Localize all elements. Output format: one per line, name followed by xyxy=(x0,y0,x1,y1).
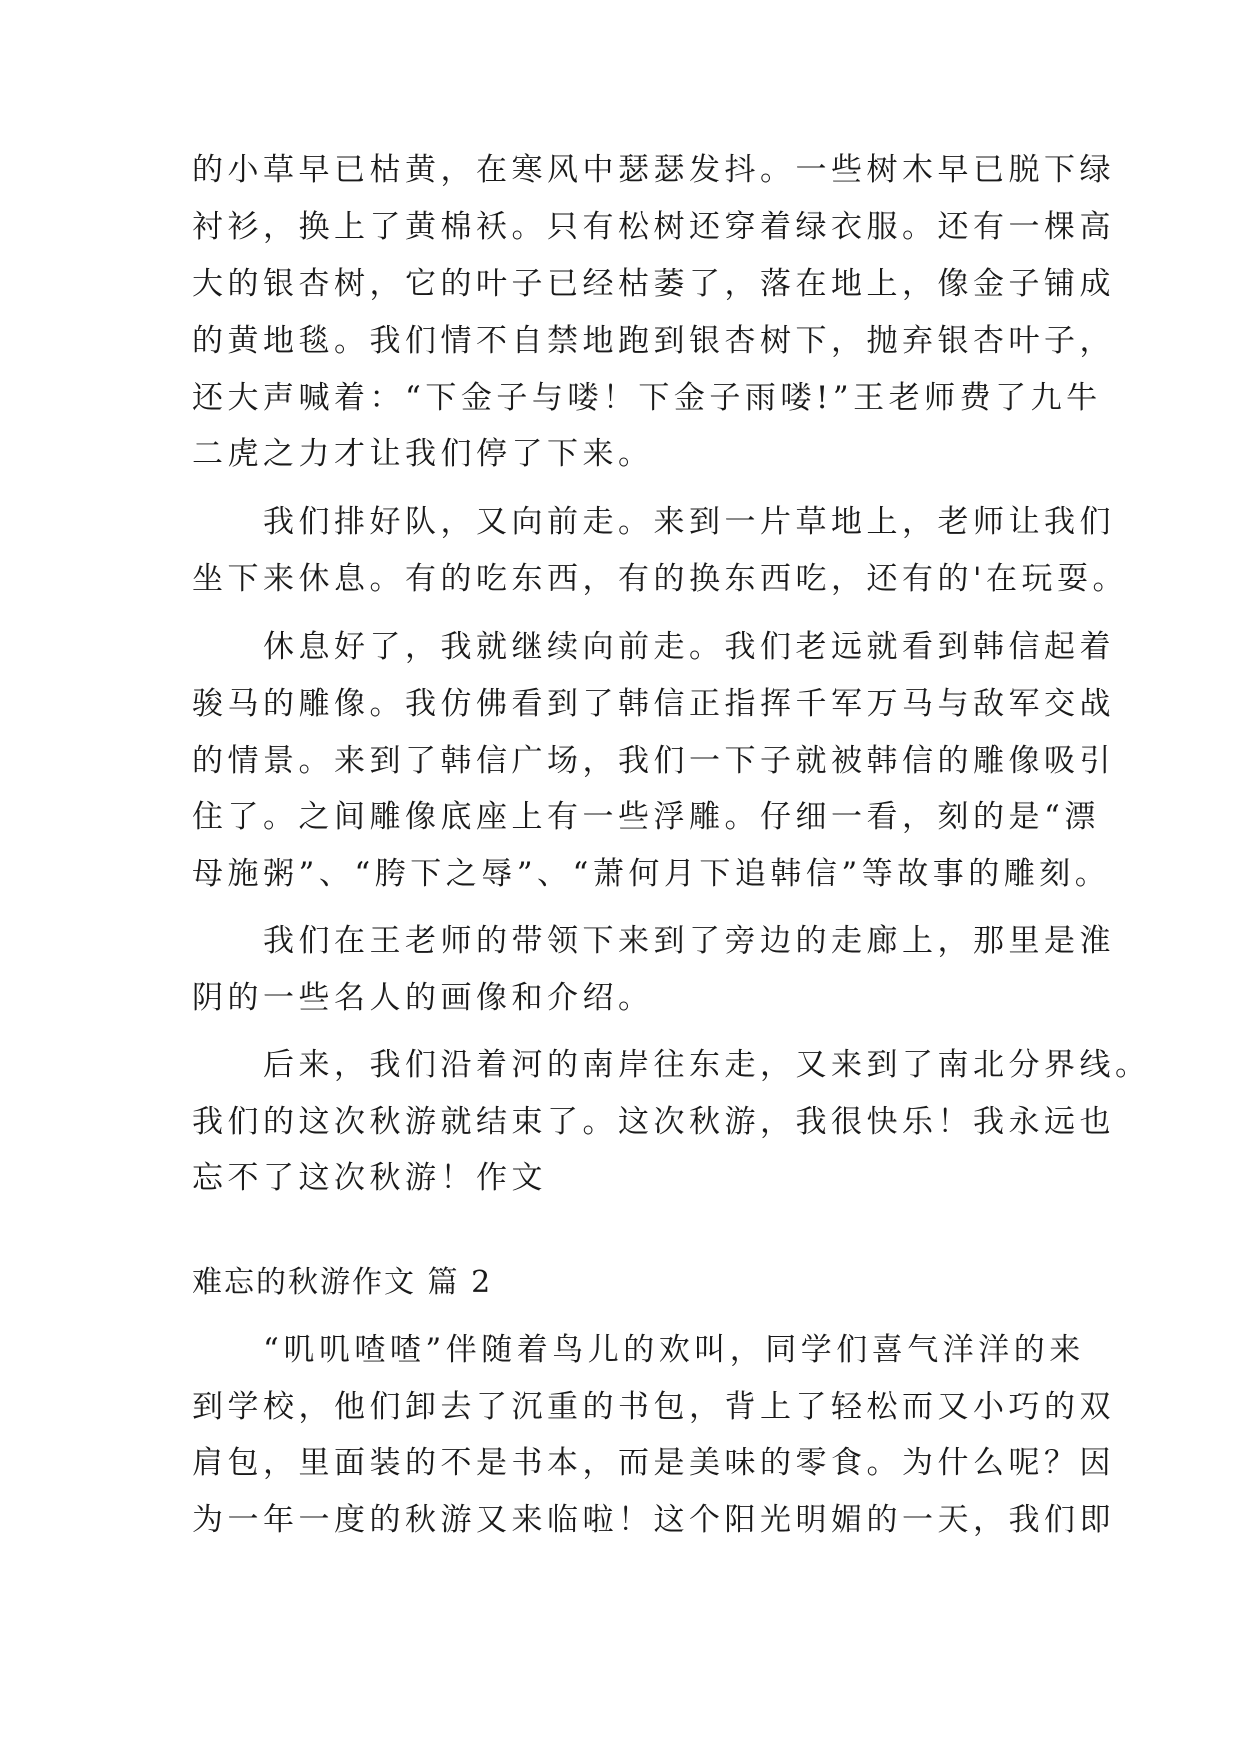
text-line: 坐下来休息。有的吃东西，有的换东西吃，还有的'在玩耍。 xyxy=(192,561,1129,597)
text-line: 的情景。来到了韩信广场，我们一下子就被韩信的雕像吸引 xyxy=(192,743,1115,779)
text-line: “叽叽喳喳”伴随着鸟儿的欢叫，同学们喜气洋洋的来 xyxy=(192,1332,1085,1368)
text-line: 衬衫，换上了黄棉袄。只有松树还穿着绿衣服。还有一棵高 xyxy=(192,209,1115,245)
text-line: 到学校，他们卸去了沉重的书包，背上了轻松而又小巧的双 xyxy=(192,1389,1115,1425)
text-line: 住了。之间雕像底座上有一些浮雕。仔细一看，刻的是“漂 xyxy=(192,799,1100,835)
text-line: 我们的这次秋游就结束了。这次秋游，我很快乐！我永远也 xyxy=(192,1104,1115,1140)
text-line: 母施粥”、“胯下之辱”、“萧何月下追韩信”等故事的雕刻。 xyxy=(192,856,1111,892)
text-line: 骏马的雕像。我仿佛看到了韩信正指挥千军万马与敌军交战 xyxy=(192,686,1115,722)
text-line: 忘不了这次秋游！作文 xyxy=(192,1160,547,1196)
text-line: 我们在王老师的带领下来到了旁边的走廊上，那里是淮 xyxy=(192,923,1115,959)
text-line: 的小草早已枯黄，在寒风中瑟瑟发抖。一些树木早已脱下绿 xyxy=(192,152,1115,188)
text-line: 大的银杏树，它的叶子已经枯萎了，落在地上，像金子铺成 xyxy=(192,266,1115,302)
text-line: 二虎之力才让我们停了下来。 xyxy=(192,436,654,472)
text-line: 肩包，里面装的不是书本，而是美味的零食。为什么呢？因 xyxy=(192,1445,1115,1481)
text-line: 后来，我们沿着河的南岸往东走，又来到了南北分界线。 xyxy=(192,1047,1151,1083)
text-line: 的黄地毯。我们情不自禁地跑到银杏树下，抛弃银杏叶子， xyxy=(192,323,1115,359)
text-line: 为一年一度的秋游又来临啦！这个阳光明媚的一天，我们即 xyxy=(192,1502,1115,1538)
text-line: 我们排好队，又向前走。来到一片草地上，老师让我们 xyxy=(192,504,1115,540)
section-heading: 难忘的秋游作文 篇 2 xyxy=(192,1265,493,1300)
text-line: 还大声喊着：“下金子与喽！下金子雨喽!”王老师费了九牛 xyxy=(192,380,1102,416)
text-line: 阴的一些名人的画像和介绍。 xyxy=(192,980,654,1016)
text-line: 休息好了，我就继续向前走。我们老远就看到韩信起着 xyxy=(192,629,1115,665)
